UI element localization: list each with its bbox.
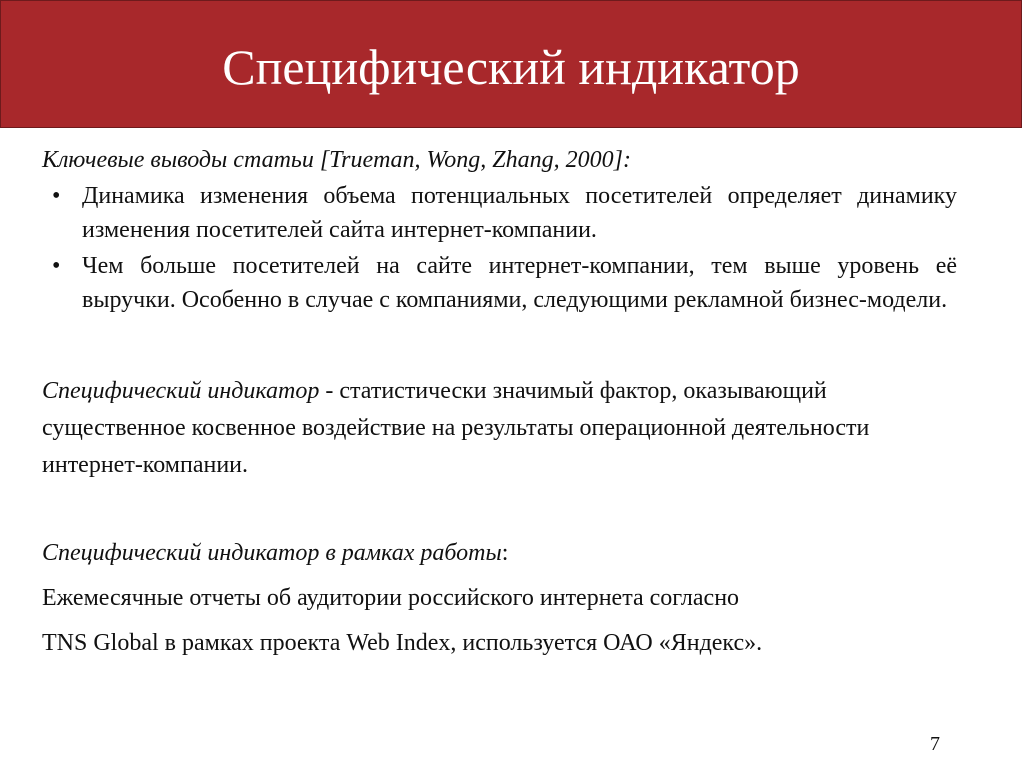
list-item: [42, 249, 957, 317]
work-section: [42, 531, 957, 666]
bullet-text: Динамика изменения объема потенциальных посетителей определяет динамику изменения посетителей сайта интернет-компании.: [82, 183, 957, 243]
work-heading-line: [42, 531, 957, 576]
bullet-text: Чем больше посетителей на сайте интернет-компании, тем выше уровень её выручки. Особенно в случае с компаниями, следующими рекламной бизнес-модели.: [82, 253, 957, 313]
title-bar: [0, 0, 1022, 128]
slide-content: [42, 143, 957, 666]
slide-title: Специфический индикатор: [222, 39, 800, 95]
work-heading: Специфический индикатор в рамках работы: [42, 540, 502, 566]
bullet-icon: •: [52, 253, 61, 279]
definition-paragraph: [42, 373, 957, 484]
list-item: [42, 179, 957, 247]
bullet-icon: •: [52, 183, 61, 209]
definition-text: - статистически значимый фактор, оказывающий существенное косвенное воздействие на результаты операционной деятельности интернет-компании.: [42, 378, 870, 478]
definition-term: Специфический индикатор: [42, 378, 320, 404]
work-heading-suffix: :: [501, 540, 509, 566]
intro-text: Ключевые выводы статьи [Trueman, Wong, Zhang, 2000]:: [42, 147, 631, 173]
bullet-list: [42, 179, 957, 317]
page-number: 7: [930, 733, 940, 755]
work-line-2: TNS Global в рамках проекта Web Index, используется ОАО «Яндекс».: [42, 630, 763, 656]
work-line-1: Ежемесячные отчеты об аудитории российского интернета согласно: [42, 585, 740, 611]
